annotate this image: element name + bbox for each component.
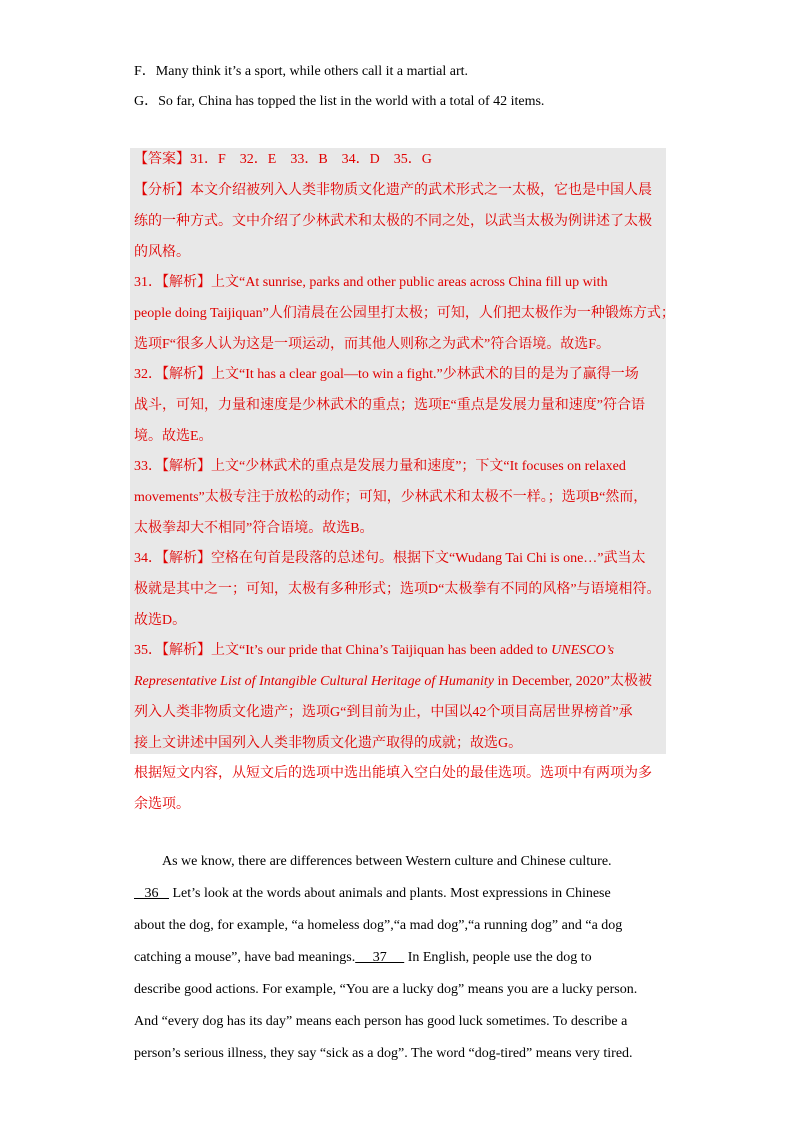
analysis-line: 【分析】本文介绍被列入人类非物质文化遗产的武术形式之一太极，它也是中国人晨	[134, 183, 652, 198]
answer-keys: 【答案】31．F 32．E 33．B 34．D 35．G	[134, 152, 432, 167]
passage-line: As we know, there are differences between Western culture and Chinese culture.	[162, 854, 612, 869]
explanation-33: movements”太极专注于放松的动作；可知，少林武术和太极不一样。；选项B“然而，	[134, 490, 648, 505]
passage-text: Let’s look at the words about animals and plants. Most expressions in Chinese	[169, 886, 611, 901]
explanation-34: 极就是其中之一；可知，太极有多种形式；选项D“太极拳有不同的风格”与语境相符。	[134, 582, 661, 597]
option-g: G．So far, China has topped the list in the world with a total of 42 items.	[134, 94, 545, 109]
explanation-32: 战斗，可知，力量和速度是少林武术的重点；选项E“重点是发展力量和速度”符合语	[134, 398, 645, 413]
explanation-35: 接上文讲述中国列入人类非物质文化遗产取得的成就；故选G。	[134, 736, 523, 751]
instructions-line: 根据短文内容，从短文后的选项中选出能填入空白处的最佳选项。选项中有两项为多	[134, 766, 652, 781]
explanation-35-text: 35．【解析】上文“It’s our pride that China’s Taijiquan has been added to	[134, 643, 552, 658]
option-f: F．Many think it’s a sport, while others call it a martial art.	[134, 64, 468, 79]
answer-box	[130, 148, 666, 754]
passage-text: catching a mouse”, have bad meanings.	[134, 950, 356, 965]
explanation-35	[134, 672, 652, 692]
explanation-35	[134, 641, 614, 661]
explanation-31: 31．【解析】上文“At sunrise, parks and other public areas across China fill up with	[134, 275, 608, 290]
explanation-33: 33．【解析】上文“少林武术的重点是发展力量和速度”；下文“It focuses on relaxed	[134, 459, 626, 474]
explanation-35-italic: Representative List of Intangible Cultural Heritage of Humanity	[134, 674, 494, 689]
blank-37[interactable]: 37	[355, 950, 405, 965]
explanation-33: 太极拳却大不相同”符合语境。故选B。	[134, 521, 374, 536]
analysis-line: 的风格。	[134, 245, 190, 260]
explanation-31: 选项F“很多人认为这是一项运动，而其他人则称之为武术”符合语境。故选F。	[134, 337, 610, 352]
blank-36[interactable]: 36	[134, 886, 169, 901]
explanation-32: 境。故选E。	[134, 429, 213, 444]
explanation-34: 34．【解析】空格在句首是段落的总述句。根据下文“Wudang Tai Chi is one…”武当太	[134, 551, 646, 566]
explanation-34: 故选D。	[134, 613, 187, 628]
passage-line: about the dog, for example, “a homeless dog”,“a mad dog”,“a running dog” and “a dog	[134, 918, 623, 933]
instructions-line: 余选项。	[134, 797, 190, 812]
explanation-35: 列入人类非物质文化遗产；选项G“到目前为止，中国以42个项目高居世界榜首”承	[134, 705, 633, 720]
passage-line: And “every dog has its day” means each person has good luck sometimes. To describe a	[134, 1014, 628, 1029]
explanation-35-italic: UNESCO’s	[551, 643, 614, 658]
explanation-35-text: in December, 2020”太极被	[493, 674, 653, 689]
explanation-31: people doing Taijiquan”人们清晨在公园里打太极；可知，人们把太极作为一种锻炼方式；	[134, 306, 675, 321]
passage-line	[134, 948, 592, 968]
passage-line: describe good actions. For example, “You are a lucky dog” means you are a lucky person.	[134, 982, 638, 997]
passage-line	[134, 884, 611, 904]
passage-line: person’s serious illness, they say “sick as a dog”. The word “dog-tired” means very tired.	[134, 1046, 633, 1061]
passage-text: In English, people use the dog to	[404, 950, 592, 965]
explanation-32: 32．【解析】上文“It has a clear goal—to win a fight.”少林武术的目的是为了赢得一场	[134, 367, 639, 382]
analysis-line: 练的一种方式。文中介绍了少林武术和太极的不同之处，以武当太极为例讲述了太极	[134, 214, 652, 229]
